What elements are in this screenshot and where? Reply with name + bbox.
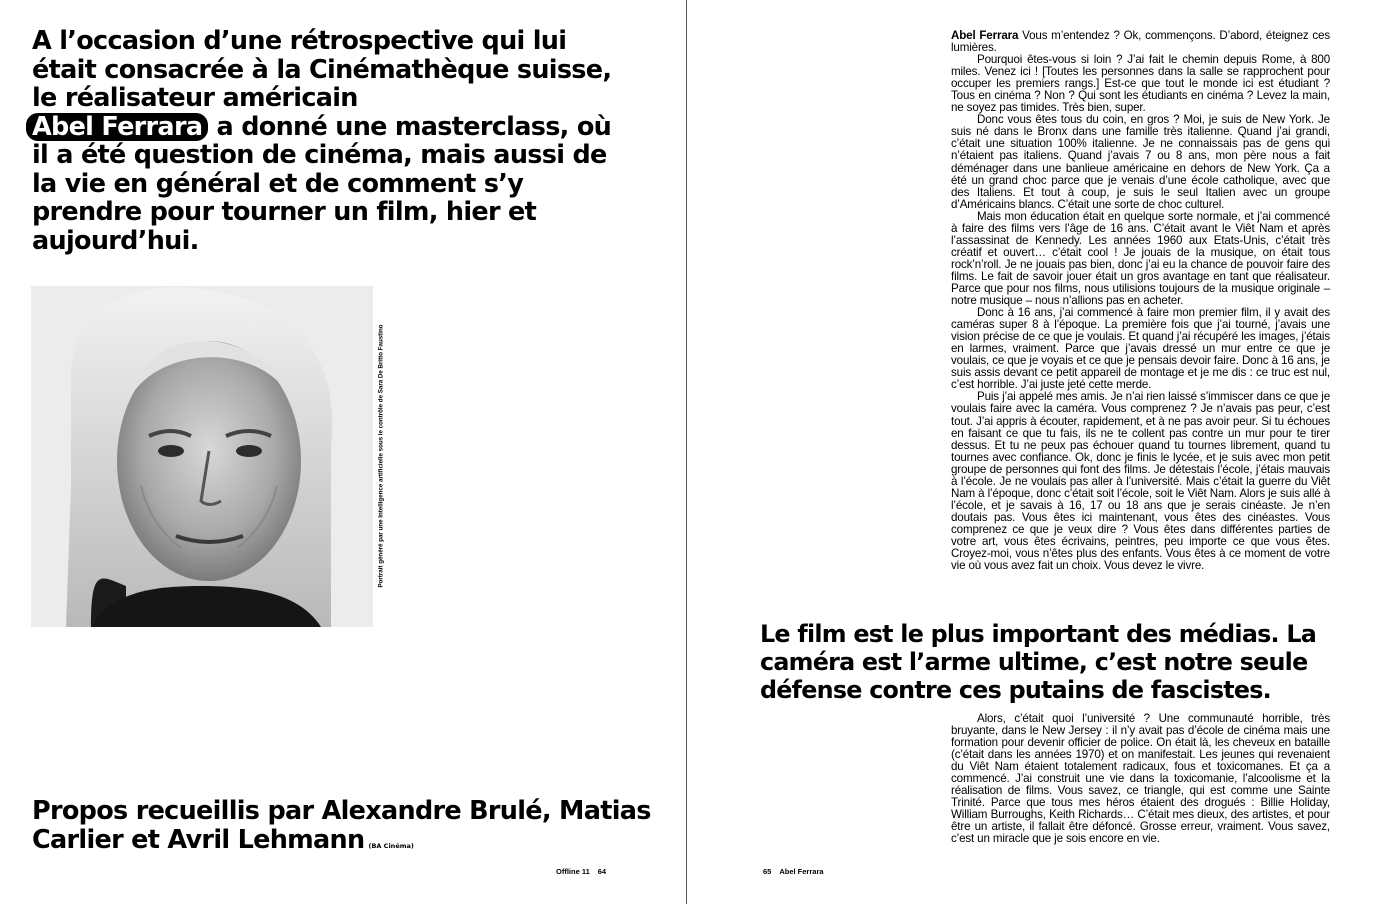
byline	[32, 797, 652, 861]
portrait-illustration	[31, 286, 373, 627]
lead-speaker: Abel Ferrara	[951, 29, 1019, 42]
folio-page-number: 64	[597, 867, 607, 876]
photo-credit-text: Portrait généré par une Intelligence artificielle sous le contrôle de Sara De Britto Faustino	[377, 324, 385, 588]
interview-body-bottom	[951, 713, 1330, 846]
folio-right	[763, 867, 824, 876]
body-paragraph: Mais mon éducation était en quelque sorte normale, et j’ai commencé à faire des films vers l’âge de 16 ans. C’était avant le Viêt Nam et après l’assassinat de Kennedy. Les années 1960 aux Etats-Unis, c’était très créatif et ouvert… c’était cool ! Je jouais de la musique, on était tous rock’n’roll. Je ne jouais pas bien, donc j’ai eu la chance de pouvoir faire des films. Le fait de savoir jouer était un gros avantage en tant que réalisateur. Parce que pour nos films, nous utilisions toujours de la musique originale – notre musique – nous n’allions pas en acheter.	[951, 209, 1330, 308]
portrait-photo	[31, 286, 373, 627]
byline-text: Propos recueillis par Alexandre Brulé, Matias Carlier et Avril Lehmann	[32, 796, 651, 855]
body-paragraph: Donc à 16 ans, j’ai commencé à faire mon premier film, il y avait des caméras super 8 à l’époque. La première fois que j’ai tourné, j’avais une vision précise de ce que je voulais. Et quand j’ai récupéré les images, j’étais en larmes, vraiment. Parce que j’avais dressé un mur entre ce que je voulais, ce que je voyais et ce que je pensais devoir faire. Donc à 16 ans, je suis assis devant ce petit appareil de montage et je me dis : ce truc est nul, c’est horrible. J’ai juste jeté cette merde.	[951, 306, 1330, 392]
lead-text: Vous m’entendez ? Ok, commençons. D’abord, éteignez ces lumières.	[951, 29, 1330, 55]
left-page	[0, 0, 686, 904]
body-paragraph: Pourquoi êtes-vous si loin ? J’ai fait le chemin depuis Rome, à 800 miles. Venez ici ! [Toutes les personnes dans la salle se rapprochent pour occuper les premiers rangs.] Est-ce que tout le monde ici est étudiant ? Tous en cinéma ? Non ? Qui sont les étudiants en cinéma ? Levez la main, ne soyez pas timides. Très bien, super.	[951, 53, 1330, 115]
byline-note: (BA Cinéma)	[368, 842, 414, 850]
folio-title: Abel Ferrara	[779, 867, 824, 876]
intro-text-before: A l’occasion d’une rétrospective qui lui était consacrée à la Cinémathèque suisse, le réalisateur américain	[32, 26, 612, 113]
folio-magazine: Offline 11	[556, 867, 590, 876]
intro-name-highlight: Abel Ferrara	[26, 113, 208, 142]
body-paragraph: Donc vous êtes tous du coin, en gros ? Moi, je suis de New York. Je suis né dans le Bronx dans une famille très italienne. Quand j’ai grandi, c’était une situation 100% italienne. Je ne connaissais pas de gens qui n’étaient pas italiens. Quand j’avais 7 ou 8 ans, mon père nous a fait déménager dans une banlieue américaine en dehors de New York. Ça a été un grand choc parce que je venais d’une école catholique, avec que des Italiens. Et tout à coup, je suis le seul Italien avec un groupe d’Américains blancs. C’était une sorte de choc culturel.	[951, 113, 1330, 211]
lead-paragraph	[951, 30, 1330, 54]
intro-heading	[32, 27, 622, 255]
intro-text-after: a donné une masterclass, où il a été question de cinéma, mais aussi de la vie en général et de comment s’y prendre pour tourner un film, hier et aujourd’hui.	[32, 111, 612, 256]
body-paragraph: Puis j’ai appelé mes amis. Je n’ai rien laissé s’immiscer dans ce que je voulais faire avec la caméra. Vous comprenez ? Je n’avais pas peur, c’est tout. J’ai appris à écouter, rapidement, et à ne pas avoir peur. Si tu échoues en faisant ce que tu fais, ils ne te collent pas contre un mur pour te tirer dessus. Et tu ne peux pas échouer quand tu tournes librement, quand tu tournes avec confiance. Ok, donc je finis le lycée, et je suis avec mon petit groupe de personnes qui font des films. Je détestais l’école, j’étais mauvais à l’école. Je ne voulais pas aller à l’université. Mais c’était la guerre du Viêt Nam à l’époque, donc c’était soit l’école, soit le Viêt Nam. Alors je suis allé à l’école, et je savais à 16, 17 ou 18 ans que je serais cinéaste. Je n’en doutais pas. Vous êtes ici maintenant, vous êtes des cinéastes. Vous comprenez ce que je veux dire ? Vous êtes dans différentes parties de votre art, vous êtes écrivains, peintres, peu importe ce que vous êtes. Croyez-moi, vous n’êtes plus des enfants. Vous êtes à ce moment de votre vie où vous avez fait un choix. Vous devez le vivre.	[951, 390, 1330, 573]
body-paragraph: Alors, c’était quoi l’université ? Une communauté horrible, très bruyante, dans le New Jersey : il n’y avait pas d’école de cinéma mais une formation pour devenir officier de police. On était là, les cheveux en bataille (c’était dans les années 1970) et on manifestait. Les jeunes qui revenaient du Viêt Nam étaient totalement radicaux, fous et toxicomanes. Et ça a commencé. J’ai construit une vie dans la toxicomanie, l’alcoolisme et la réalisation de films. Vous savez, ce triangle, qui est comme une Sainte Trinité. Parce que tous mes héros étaient des drogués : Billie Holiday, William Burroughs, Keith Richards… C’était mes dieux, des artistes, et pour être un artiste, il fallait être défoncé. Grosse erreur, vraiment. Vous savez, c’est un miracle que je sois encore en vie.	[951, 712, 1330, 846]
folio-page-number: 65	[763, 867, 772, 876]
folio-left	[556, 867, 606, 876]
right-page	[687, 0, 1373, 904]
interview-body-top	[951, 30, 1330, 572]
pull-quote: Le film est le plus important des médias. La caméra est l’arme ultime, c’est notre seule défense contre ces putains de fascistes.	[760, 620, 1317, 704]
photo-credit	[376, 286, 386, 627]
